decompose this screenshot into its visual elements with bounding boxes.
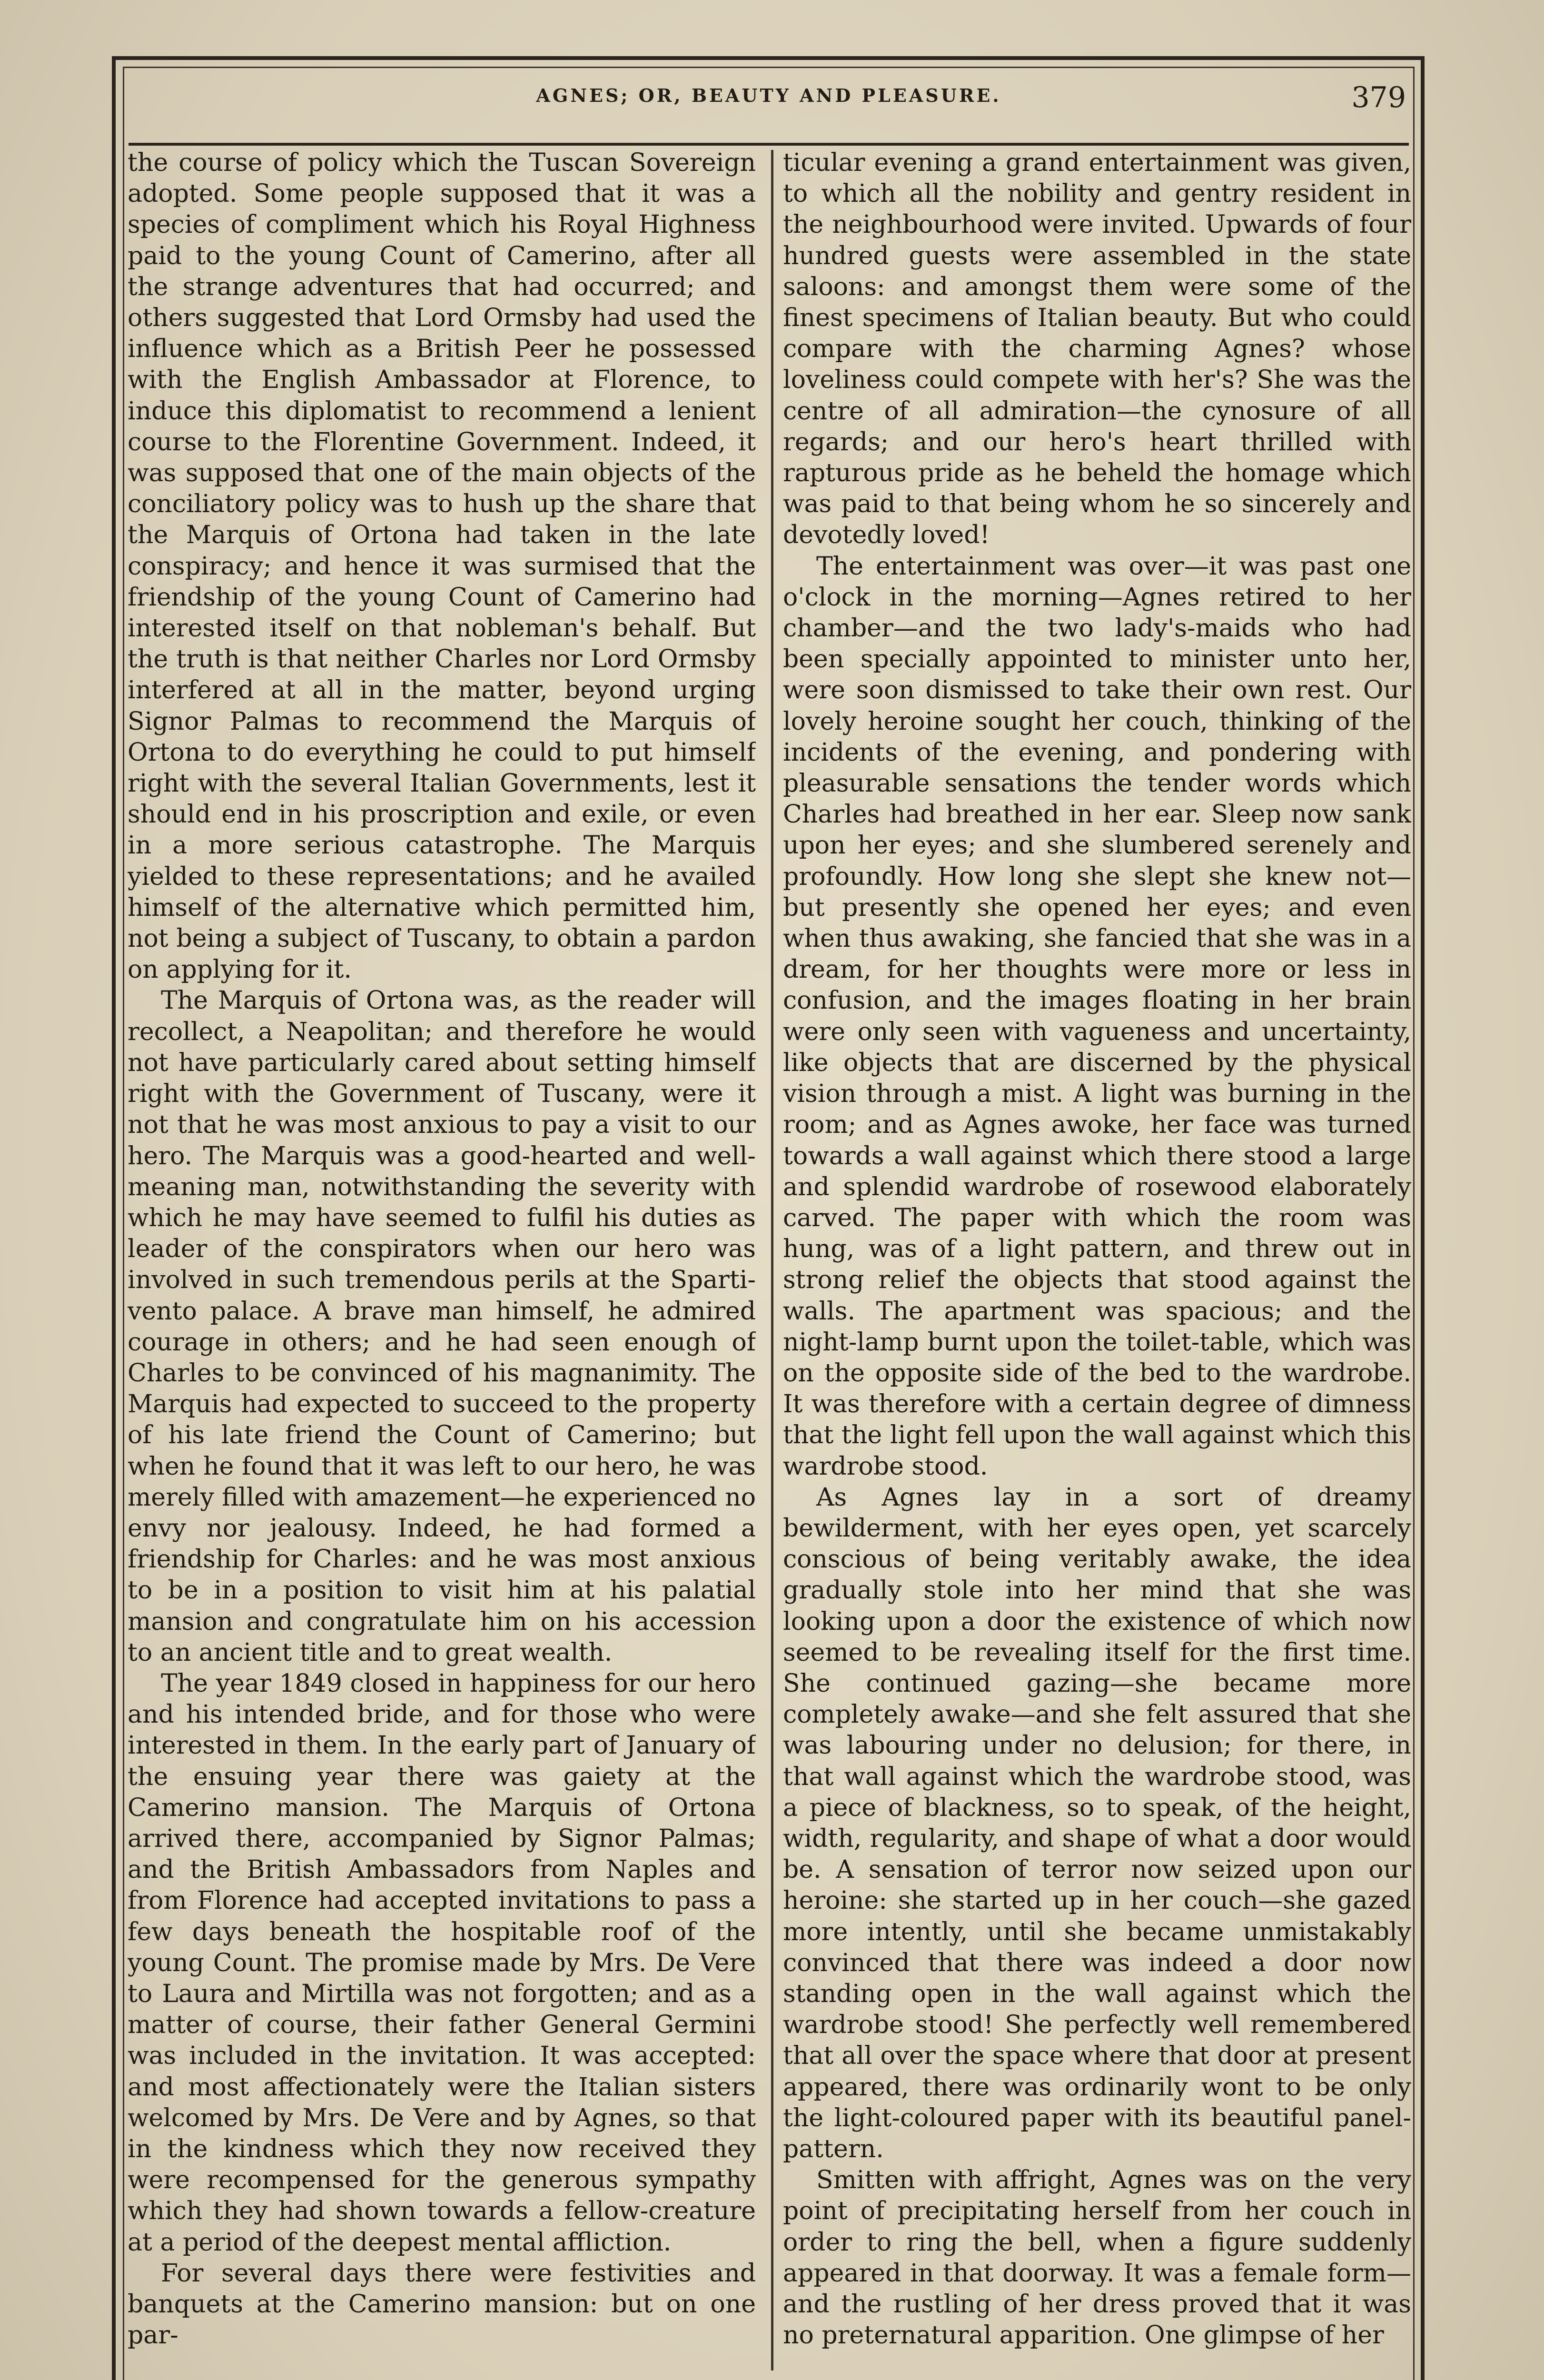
left-column <box>128 148 756 2375</box>
paragraph: The entertainment was over—it was past one o'clock in the morning—Agnes retired to her chamber—and the two lady's-maids who had been specially appointed to minister unto her, were soon dismissed to take their own rest. Our lovely heroine sought her couch, thinking of the incidents of the evening, and pondering with pleasurable sensations the tender words which Charles had breathed in her ear. Sleep now sank upon her eyes; and she slumbered serenely and profoundly. How long she slept she knew not—but presently she opened her eyes; and even when thus awaking, she fancied that she was in a dream, for her thoughts were more or less in confusion, and the images floating in her brain were only seen with vagueness and uncertainty, like objects that are discerned by the physical vision through a mist. A light was burning in the room; and as Agnes awoke, her face was turned towards a wall against which there stood a large and splendid wardrobe of rosewood elaborately carved. The paper with which the room was hung, was of a light pattern, and threw out in strong relief the objects that stood against the walls. The apartment was spacious; and the night-lamp burnt upon the toilet-table, which was on the opposite side of the bed to the wardrobe. It was therefore with a certain degree of dimness that the light fell upon the wall against which this wardrobe stood. <box>783 552 1411 1481</box>
paragraph: ticular evening a grand entertainment was given, to which all the nobility and gentry resident in the neighbourhood were invited. Upwards of four hundred guests were assembled in the state saloons: and amongst them were some of the finest specimens of Italian beauty. But who could compare with the charming Agnes? whose loveliness could compete with her's? She was the centre of all admiration—the cynosure of all regards; and our hero's heart thrilled with rapturous pride as he beheld the homage which was paid to that being whom he so sincerely and devotedly loved! <box>783 149 1411 550</box>
paragraph: Smitten with affright, Agnes was on the very point of precipitating herself from her couch in order to ring the bell, when a figure suddenly appeared in that doorway. It was a female form—and the rustling of her dress proved that it was no preternatural apparition. One glimpse of her <box>783 2166 1411 2350</box>
paragraph: The year 1849 closed in happiness for our hero and his intended bride, and for those who were interested in them. In the early part of January of the ensuing year there was gaiety at the Camerino mansion. The Marquis of Ortona arrived there, accompanied by Signor Palmas; and the British Ambassadors from Naples and from Florence had accepted invitations to pass a few days beneath the hospitable roof of the young Count. The promise made by Mrs. De Vere to Laura and Mirtilla was not forgotten; and as a matter of course, their father General Germini was included in the invitation. It was accepted: and most affectionately were the Italian sisters welcomed by Mrs. De Vere and by Agnes, so that in the kindness which they now received they were recompensed for the generous sympathy which they had shown towards a fellow-creature at a period of the deepest mental affliction. <box>128 1669 756 2257</box>
page-header <box>129 71 1409 146</box>
page-number: 379 <box>1351 81 1406 114</box>
running-title: AGNES; OR, BEAUTY AND PLEASURE. <box>536 85 1001 106</box>
column-divider <box>771 150 773 2370</box>
paragraph: For several days there were festivities and banquets at the Camerino mansion: but on one par- <box>128 2259 756 2350</box>
paragraph: the course of policy which the Tuscan Sovereign adopted. Some people supposed that it was a species of compliment which his Royal Highness paid to the young Count of Camerino, after all the strange adventures that had occurred; and others suggested that Lord Ormsby had used the influence which as a British Peer he possessed with the English Ambassador at Florence, to induce this diplomatist to recommend a lenient course to the Florentine Government. Indeed, it was supposed that one of the main objects of the conciliatory policy was to hush up the share that the Marquis of Ortona had taken in the late conspiracy; and hence it was surmised that the friendship of the young Count of Camerino had interested itself on that nobleman's behalf. But the truth is that neither Charles nor Lord Ormsby interfered at all in the matter, beyond urging Signor Palmas to recommend the Marquis of Ortona to do everything he could to put himself right with the several Italian Governments, lest it should end in his proscription and exile, or even in a more serious catastrophe. The Marquis yielded to these representations; and he availed himself of the alternative which permitted him, not being a subject of Tuscany, to obtain a pardon on applying for it. <box>128 149 756 984</box>
paragraph: As Agnes lay in a sort of dreamy bewilderment, with her eyes open, yet scarcely conscious of being veritably awake, the idea gradually stole into her mind that she was looking upon a door the existence of which now seemed to be revealing itself for the first time. She continued gazing—she became more completely awake—and she felt assured that she was labouring under no delusion; for there, in that wall against which the wardrobe stood, was a piece of blackness, so to speak, of the height, width, regularity, and shape of what a door would be. A sensation of terror now seized upon our heroine: she started up in her couch—she gazed more intently, until she became unmistakably convinced that there was indeed a door now standing open in the wall against which the wardrobe stood! She perfectly well remembered that all over the space where that door at present appeared, there was ordinarily wont to be only the light-coloured paper with its beautiful panel-pattern. <box>783 1483 1411 2163</box>
paragraph: The Marquis of Ortona was, as the reader will recollect, a Neapolitan; and therefore he would not have particularly cared about setting himself right with the Government of Tuscany, were it not that he was most anxious to pay a visit to our hero. The Marquis was a good-hearted and well-meaning man, notwithstanding the severity with which he may have seemed to fulfil his duties as leader of the conspirators when our hero was involved in such tremendous perils at the Sparti-vento palace. A brave man himself, he admired courage in others; and he had seen enough of Charles to be convinced of his magnanimity. The Marquis had expected to succeed to the property of his late friend the Count of Camerino; but when he found that it was left to our hero, he was merely filled with amazement—he experienced no envy nor jealousy. Indeed, he had formed a friendship for Charles: and he was most anxious to be in a position to visit him at his palatial mansion and congratulate him on his accession to an ancient title and to great wealth. <box>128 986 756 1667</box>
right-column <box>783 148 1411 2375</box>
